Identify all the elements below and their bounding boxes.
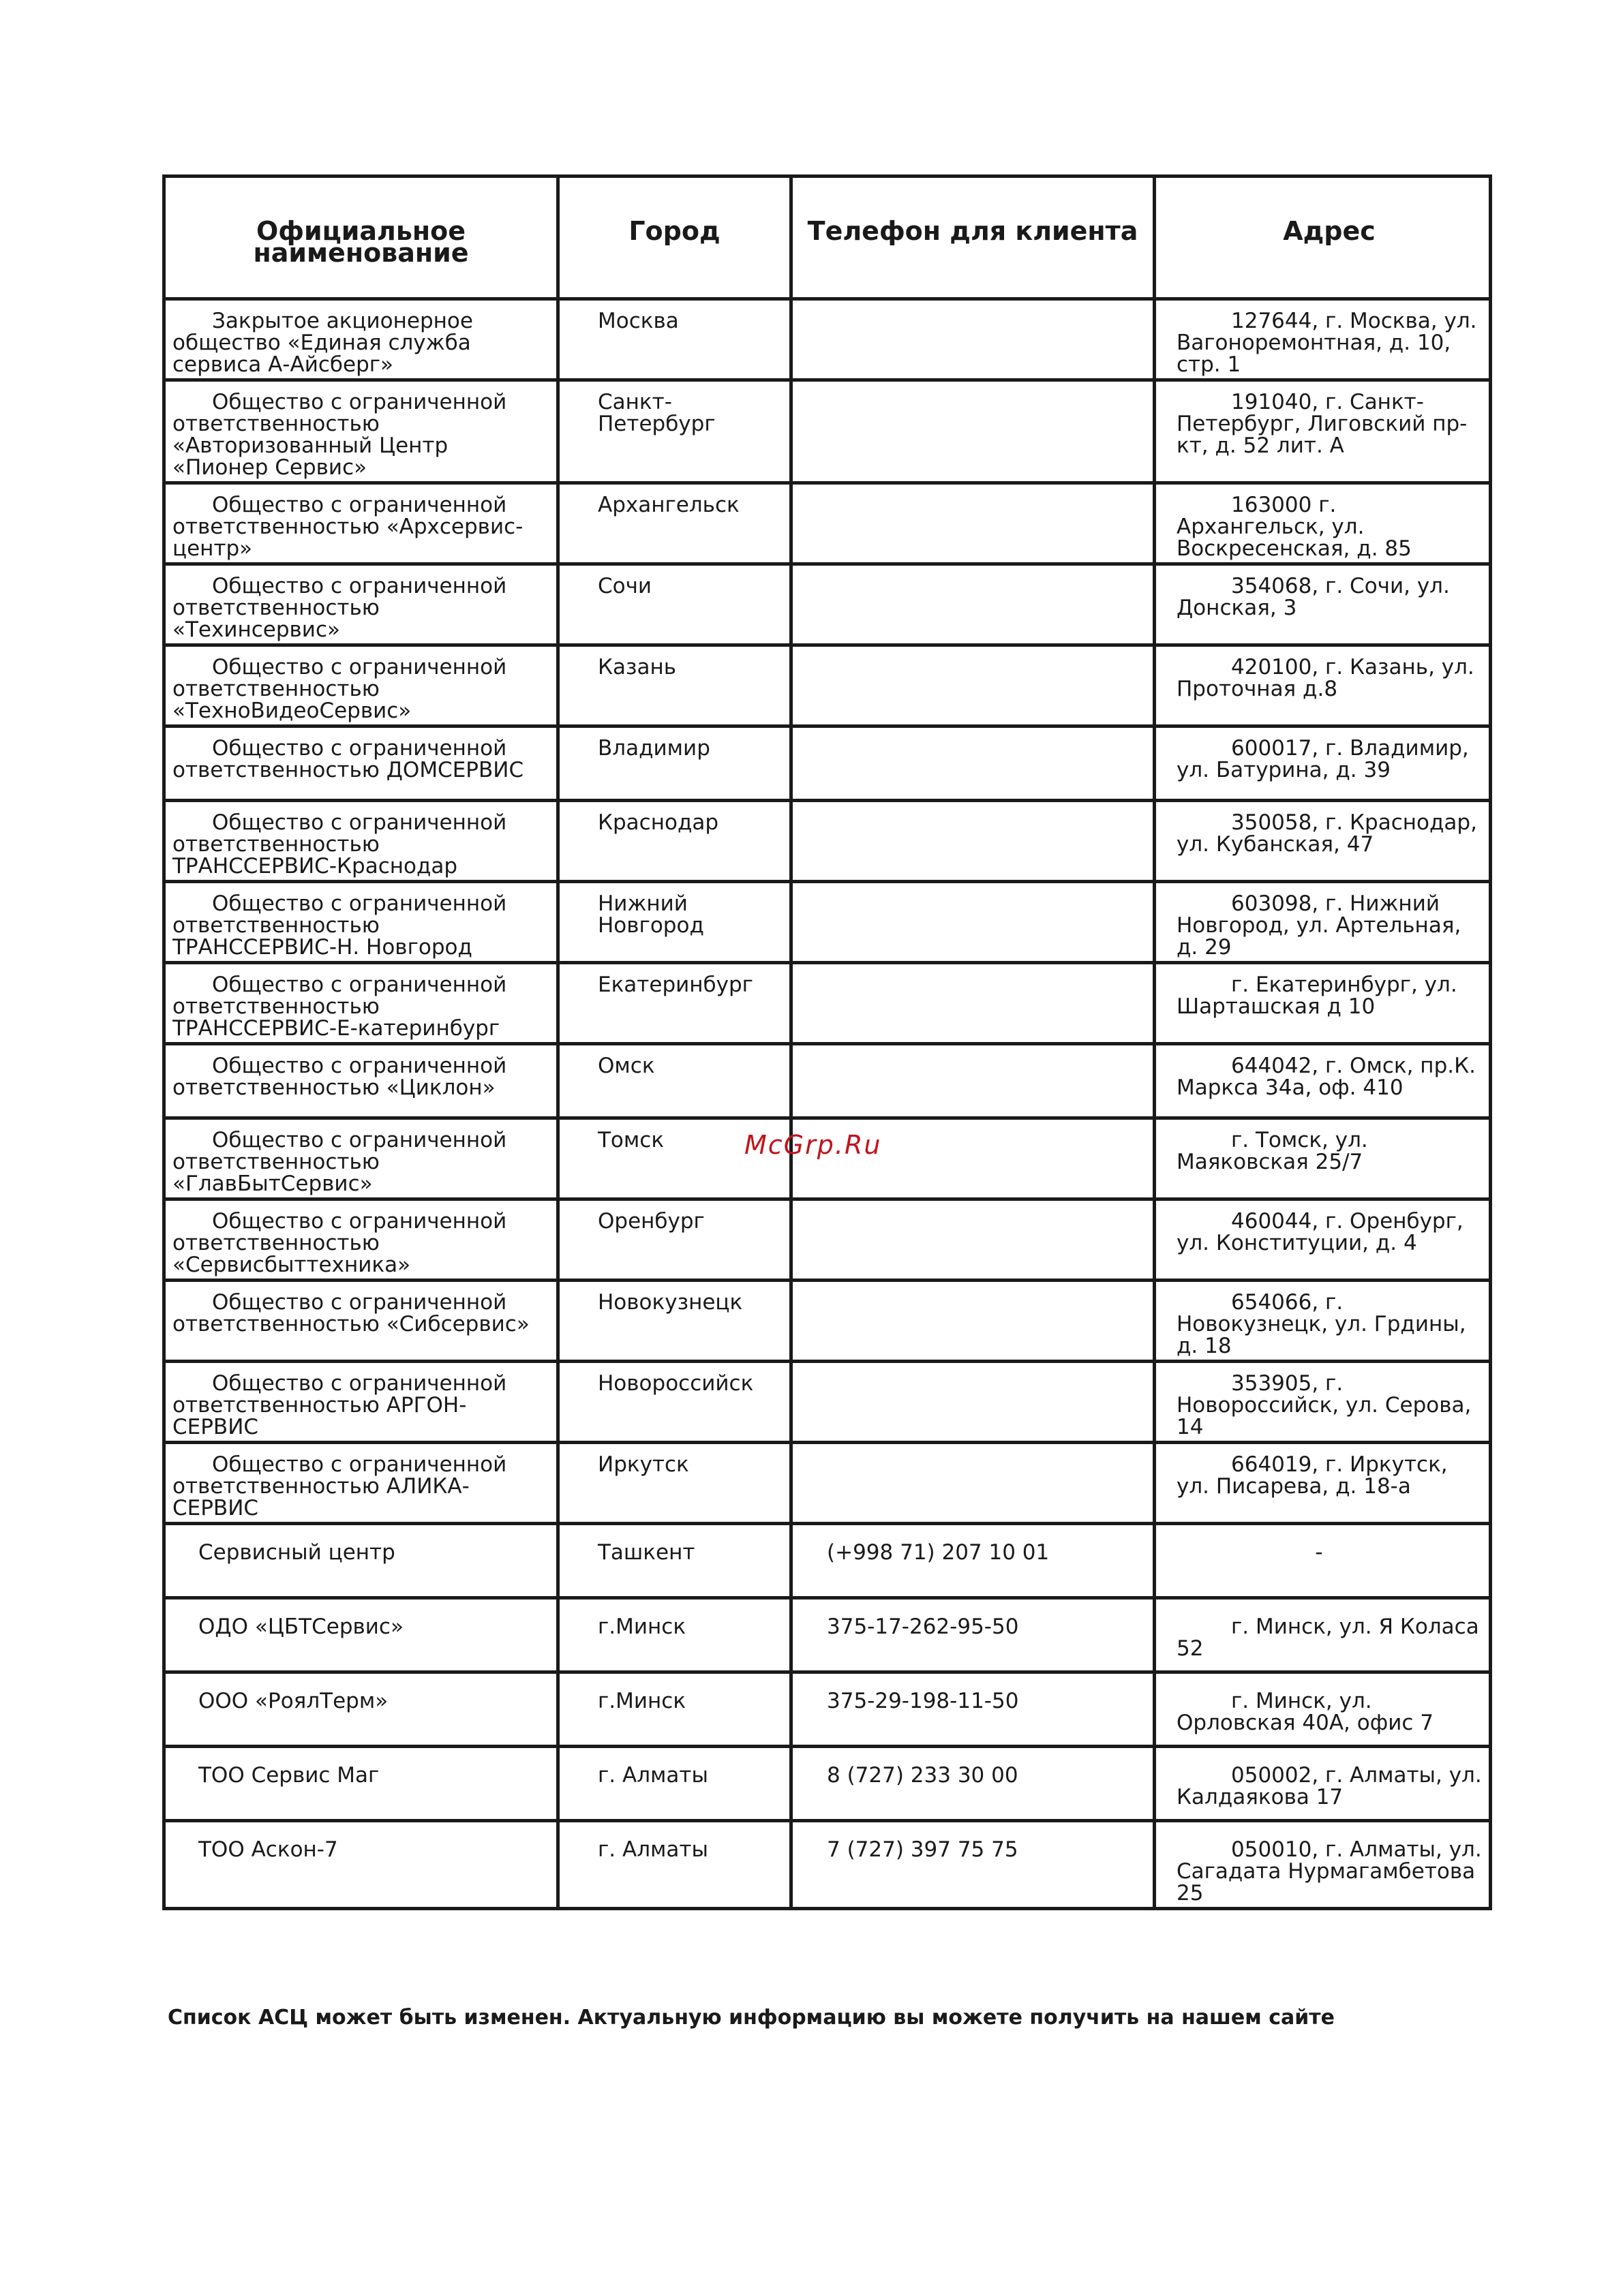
table-row	[164, 1747, 1491, 1821]
table-row	[164, 726, 1491, 801]
cell-org-name	[164, 1821, 558, 1909]
org-name-text: Общество с ограниченной ответственностью ДОМСЕРВИС	[172, 736, 524, 782]
address-text: г. Минск, ул. Я Коласа 52	[1177, 1614, 1479, 1661]
phone-text: 375-17-262-95-50	[827, 1614, 1019, 1639]
org-name-text: Общество с ограниченной ответственностью «Архсервис-центр»	[172, 493, 524, 561]
address-text: 603098, г. Нижний Новгород, ул. Артельная, д. 29	[1177, 891, 1461, 960]
cell-address	[1155, 726, 1491, 801]
cell-org-name	[164, 963, 558, 1044]
header-phone	[791, 177, 1155, 299]
cell-org-name	[164, 1524, 558, 1598]
cell-phone	[791, 1598, 1155, 1672]
cell-city	[558, 882, 791, 963]
cell-phone	[791, 1672, 1155, 1747]
org-name-text: Общество с ограниченной ответственностью «Циклон»	[172, 1054, 507, 1100]
address-text: 644042, г. Омск, пр.К. Маркса 34а, оф. 410	[1177, 1054, 1476, 1100]
address-text: 050010, г. Алматы, ул. Сагадата Нурмагамбетова 25	[1177, 1837, 1482, 1905]
city-text: Владимир	[598, 736, 710, 761]
footnote: Список АСЦ может быть изменен. Актуальную информацию вы можете получить на нашем сайте	[168, 2006, 1335, 2030]
cell-city	[558, 726, 791, 801]
org-name-text: Общество с ограниченной ответственностью «Сервисбыттехника»	[172, 1209, 507, 1277]
city-text: Казань	[598, 655, 677, 679]
city-text: Санкт-Петербург	[598, 390, 716, 436]
org-name-text: Общество с ограниченной ответственностью «Авторизованный Центр «Пионер Сервис»	[172, 390, 507, 480]
cell-phone	[791, 645, 1155, 726]
phone-text	[793, 1444, 1153, 1456]
phone-text	[793, 1045, 1153, 1058]
org-name-text: Общество с ограниченной ответственностью АЛИКА-СЕРВИС	[172, 1452, 507, 1520]
table-row	[164, 645, 1491, 726]
org-name-text: Общество с ограниченной ответственностью «Техинсервис»	[172, 574, 507, 642]
phone-text	[793, 728, 1153, 740]
address-text: -	[1315, 1540, 1323, 1565]
cell-city	[558, 1821, 791, 1909]
city-text: Иркутск	[598, 1452, 689, 1477]
cell-city	[558, 483, 791, 564]
address-text: г. Томск, ул. Маяковская 25/7	[1177, 1128, 1368, 1174]
org-name-text: ОДО «ЦБТСервис»	[198, 1614, 404, 1639]
cell-org-name	[164, 299, 558, 380]
table-row	[164, 1443, 1491, 1524]
cell-phone	[791, 801, 1155, 882]
phone-text	[793, 301, 1153, 313]
cell-address	[1155, 380, 1491, 483]
cell-org-name	[164, 1044, 558, 1118]
table-row	[164, 380, 1491, 483]
city-text: г.Минск	[598, 1614, 686, 1639]
address-text: 664019, г. Иркутск, ул. Писарева, д. 18-а	[1177, 1452, 1448, 1499]
org-name-text: Общество с ограниченной ответственностью ТРАНССЕРВИС-Е-катеринбург	[172, 973, 507, 1041]
cell-org-name	[164, 1747, 558, 1821]
cell-org-name	[164, 564, 558, 645]
address-text: 460044, г. Оренбург, ул. Конституции, д. 4	[1177, 1209, 1463, 1255]
header-name-label: Официальное наименование	[253, 216, 469, 268]
cell-address	[1155, 1118, 1491, 1199]
phone-text	[793, 1363, 1153, 1375]
cell-org-name	[164, 1362, 558, 1443]
city-text: г.Минск	[598, 1689, 686, 1713]
address-text: 420100, г. Казань, ул. Проточная д.8	[1177, 655, 1474, 701]
city-text: г. Алматы	[598, 1837, 708, 1862]
phone-text	[793, 1201, 1153, 1213]
address-text: 163000 г. Архангельск, ул. Воскресенская, д. 85	[1177, 493, 1412, 561]
table-row	[164, 1281, 1491, 1362]
phone-text: 8 (727) 233 30 00	[827, 1763, 1018, 1788]
cell-city	[558, 1443, 791, 1524]
cell-address	[1155, 483, 1491, 564]
cell-address	[1155, 1281, 1491, 1362]
cell-address	[1155, 963, 1491, 1044]
cell-address	[1155, 1362, 1491, 1443]
phone-text	[793, 883, 1153, 896]
header-address	[1155, 177, 1491, 299]
cell-city	[558, 645, 791, 726]
cell-org-name	[164, 801, 558, 882]
cell-phone	[791, 1362, 1155, 1443]
cell-org-name	[164, 1672, 558, 1747]
city-text: Екатеринбург	[598, 973, 753, 997]
cell-address	[1155, 564, 1491, 645]
cell-org-name	[164, 882, 558, 963]
address-text: г. Екатеринбург, ул. Шарташская д 10	[1177, 973, 1457, 1019]
address-text: 191040, г. Санкт-Петербург, Лиговский пр-кт, д. 52 лит. А	[1177, 390, 1468, 458]
cell-phone	[791, 963, 1155, 1044]
header-phone-label: Телефон для клиента	[807, 216, 1138, 246]
cell-org-name	[164, 1281, 558, 1362]
table-row	[164, 882, 1491, 963]
address-text: 050002, г. Алматы, ул. Калдаякова 17	[1177, 1763, 1482, 1809]
cell-org-name	[164, 1118, 558, 1199]
city-text: Москва	[598, 309, 679, 333]
cell-phone	[791, 380, 1155, 483]
cell-org-name	[164, 726, 558, 801]
table-row	[164, 483, 1491, 564]
city-text: Омск	[598, 1054, 655, 1078]
phone-text	[793, 964, 1153, 977]
address-text: г. Минск, ул. Орловская 40А, офис 7	[1177, 1689, 1434, 1735]
org-name-text: Общество с ограниченной ответственностью «ТехноВидеоСервис»	[172, 655, 507, 723]
cell-phone	[791, 726, 1155, 801]
header-city	[558, 177, 791, 299]
cell-city	[558, 380, 791, 483]
cell-org-name	[164, 645, 558, 726]
cell-phone	[791, 483, 1155, 564]
city-text: Новороссийск	[598, 1371, 754, 1396]
cell-city	[558, 1199, 791, 1281]
city-text: Ташкент	[598, 1540, 695, 1565]
phone-text	[793, 566, 1153, 578]
org-name-text: Общество с ограниченной ответственностью «Сибсервис»	[172, 1290, 530, 1336]
table-row	[164, 963, 1491, 1044]
org-name-text: Сервисный центр	[198, 1540, 395, 1565]
cell-city	[558, 1044, 791, 1118]
table-row	[164, 1199, 1491, 1281]
cell-city	[558, 1747, 791, 1821]
cell-phone	[791, 299, 1155, 380]
city-text: Сочи	[598, 574, 652, 598]
city-text: Краснодар	[598, 810, 719, 835]
cell-address	[1155, 1524, 1491, 1598]
service-centers-table	[162, 174, 1492, 1910]
cell-phone	[791, 1281, 1155, 1362]
city-text: Томск	[598, 1128, 665, 1152]
city-text: Нижний Новгород	[598, 891, 704, 938]
header-city-label: Город	[628, 216, 721, 246]
org-name-text: ТОО Сервис Маг	[198, 1763, 380, 1788]
phone-text	[793, 382, 1153, 394]
cell-phone	[791, 1199, 1155, 1281]
address-text: 127644, г. Москва, ул. Вагоноремонтная, д. 10, стр. 1	[1177, 309, 1477, 377]
cell-city	[558, 1598, 791, 1672]
city-text: Оренбург	[598, 1209, 705, 1234]
header-name	[164, 177, 558, 299]
cell-phone	[791, 882, 1155, 963]
address-text: 353905, г. Новороссийск, ул. Серова, 14	[1177, 1371, 1472, 1439]
phone-text	[793, 1282, 1153, 1294]
cell-org-name	[164, 1199, 558, 1281]
org-name-text: ТОО Аскон-7	[198, 1837, 338, 1862]
table-row	[164, 1672, 1491, 1747]
table-header-row	[164, 177, 1491, 299]
cell-org-name	[164, 380, 558, 483]
address-text: 354068, г. Сочи, ул. Донская, 3	[1177, 574, 1450, 620]
cell-phone	[791, 1524, 1155, 1598]
cell-city	[558, 564, 791, 645]
phone-text	[793, 647, 1153, 659]
phone-text	[793, 802, 1153, 814]
cell-address	[1155, 1672, 1491, 1747]
table-row	[164, 1598, 1491, 1672]
cell-address	[1155, 801, 1491, 882]
cell-phone	[791, 564, 1155, 645]
cell-address	[1155, 882, 1491, 963]
cell-address	[1155, 299, 1491, 380]
table-row	[164, 1524, 1491, 1598]
cell-phone	[791, 1747, 1155, 1821]
cell-city	[558, 1362, 791, 1443]
address-text: 600017, г. Владимир, ул. Батурина, д. 39	[1177, 736, 1469, 782]
cell-address	[1155, 645, 1491, 726]
cell-address	[1155, 1747, 1491, 1821]
cell-org-name	[164, 1443, 558, 1524]
cell-city	[558, 299, 791, 380]
table-row	[164, 299, 1491, 380]
cell-city	[558, 801, 791, 882]
org-name-text: Общество с ограниченной ответственностью ТРАНССЕРВИС-Н. Новгород	[172, 891, 507, 960]
table-row	[164, 1821, 1491, 1909]
watermark: McGrp.Ru	[744, 1130, 882, 1160]
phone-text: (+998 71) 207 10 01	[827, 1540, 1050, 1565]
table-row	[164, 564, 1491, 645]
cell-city	[558, 1281, 791, 1362]
cell-address	[1155, 1044, 1491, 1118]
cell-city	[558, 1524, 791, 1598]
header-address-label: Адрес	[1283, 216, 1376, 246]
cell-phone	[791, 1821, 1155, 1909]
table-row	[164, 801, 1491, 882]
phone-text	[793, 485, 1153, 497]
city-text: Новокузнецк	[598, 1290, 743, 1315]
city-text: г. Алматы	[598, 1763, 708, 1788]
cell-address	[1155, 1443, 1491, 1524]
city-text: Архангельск	[598, 493, 740, 517]
cell-city	[558, 1672, 791, 1747]
phone-text: 7 (727) 397 75 75	[827, 1837, 1018, 1862]
org-name-text: ООО «РоялТерм»	[198, 1689, 389, 1713]
cell-org-name	[164, 483, 558, 564]
cell-city	[558, 963, 791, 1044]
cell-address	[1155, 1598, 1491, 1672]
cell-phone	[791, 1044, 1155, 1118]
cell-org-name	[164, 1598, 558, 1672]
address-text: 350058, г. Краснодар, ул. Кубанская, 47	[1177, 810, 1477, 857]
table-row	[164, 1044, 1491, 1118]
cell-phone	[791, 1443, 1155, 1524]
cell-address	[1155, 1199, 1491, 1281]
org-name-text: Общество с ограниченной ответственностью ТРАНССЕРВИС-Краснодар	[172, 810, 507, 878]
org-name-text: Общество с ограниченной ответственностью «ГлавБытСервис»	[172, 1128, 507, 1196]
table-row	[164, 1362, 1491, 1443]
phone-text: 375-29-198-11-50	[827, 1689, 1019, 1713]
org-name-text: Общество с ограниченной ответственностью АРГОН-СЕРВИС	[172, 1371, 507, 1439]
org-name-text: Закрытое акционерное общество «Единая служба сервиса А-Айсберг»	[172, 309, 473, 377]
cell-address	[1155, 1821, 1491, 1909]
address-text: 654066, г. Новокузнецк, ул. Грдины, д. 18	[1177, 1290, 1466, 1358]
